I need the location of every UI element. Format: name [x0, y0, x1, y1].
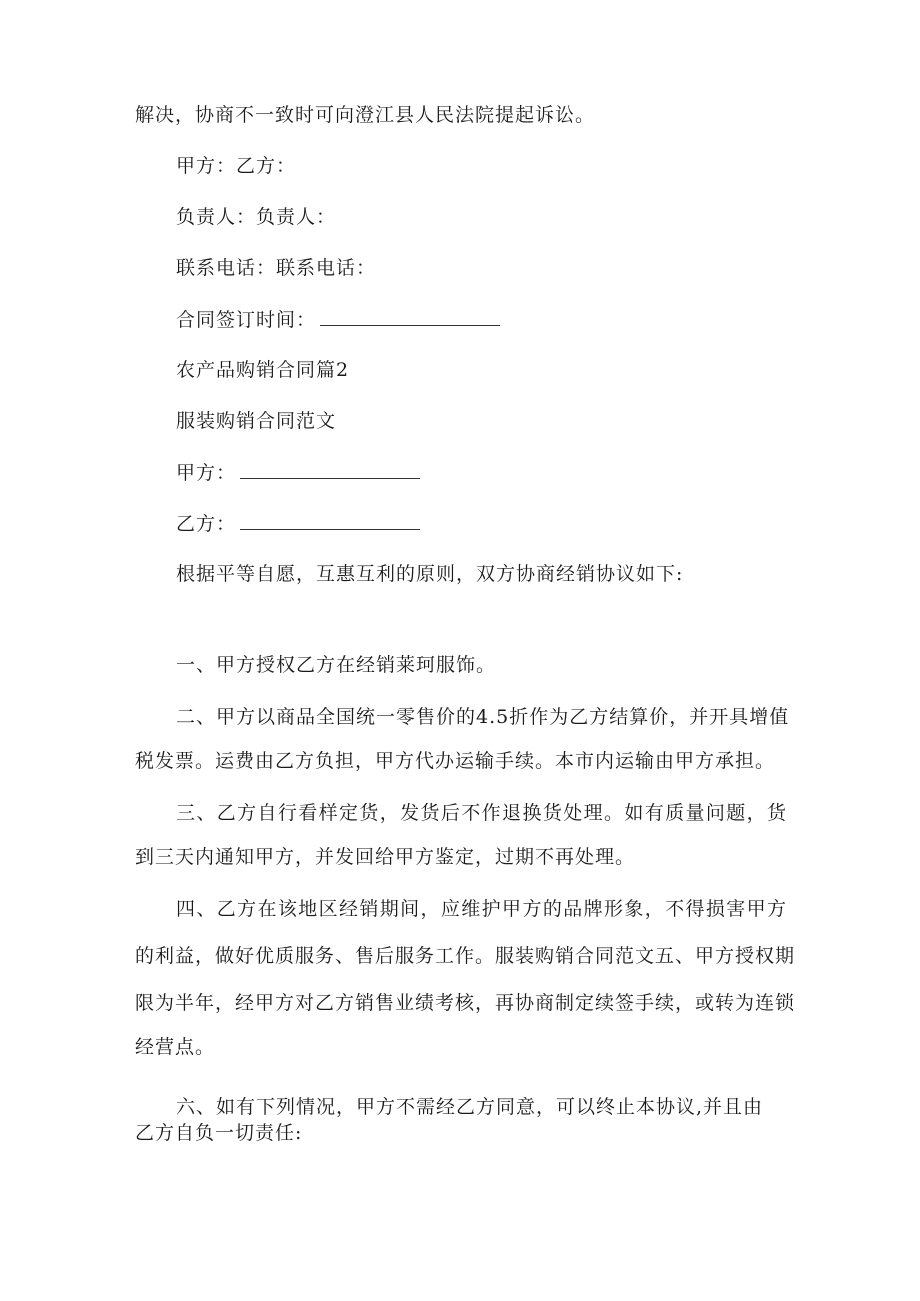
sign-date-label: 合同签订时间：	[176, 309, 317, 331]
clause-3-line-1: 三、乙方自行看样定货，发货后不作退换货处理。如有质量问题，货	[176, 802, 787, 824]
clause-3-line-2: 到三天内通知甲方，并发回给甲方鉴定，过期不再处理。	[135, 846, 636, 868]
sign-date-blank	[320, 307, 500, 326]
party-b-line	[176, 511, 420, 536]
party-a-line	[176, 460, 420, 485]
clause-4-line-3: 限为半年，经甲方对乙方销售业绩考核，再协商制定续签手续，或转为连锁	[135, 992, 796, 1014]
sign-date-line	[176, 307, 500, 332]
clause-2-line-2: 税发票。运费由乙方负担，甲方代办运输手续。本市内运输由甲方承担。	[135, 750, 776, 772]
clause-1: 一、甲方授权乙方在经销莱珂服饰。	[176, 654, 497, 676]
clause-6-line-2: 乙方自负一切责任:	[135, 1122, 303, 1144]
clause-4-line-1: 四、乙方在该地区经销期间，应维护甲方的品牌形象，不得损害甲方	[176, 898, 787, 920]
contact-phone-line: 联系电话：联系电话：	[176, 257, 377, 279]
document-title: 服装购销合同范文	[176, 410, 337, 432]
responsible-person-line: 负责人：负责人：	[176, 206, 337, 228]
preamble-line: 根据平等自愿，互惠互利的原则，双方协商经销协议如下:	[176, 563, 684, 585]
section-heading: 农产品购销合同篇2	[176, 359, 350, 381]
party-a-blank	[240, 460, 420, 479]
clause-4-line-4: 经营点。	[135, 1036, 216, 1058]
party-b-blank	[240, 511, 420, 530]
clause-6-line-1: 六、如有下列情况，甲方不需经乙方同意，可以终止本协议,并且由	[176, 1096, 764, 1118]
party-line: 甲方：乙方：	[176, 155, 297, 177]
party-a-label: 甲方：	[176, 462, 237, 484]
paragraph-line: 解决，协商不一致时可向澄江县人民法院提起诉讼。	[135, 104, 596, 126]
clause-4-line-2: 的利益，做好优质服务、售后服务工作。服装购销合同范文五、甲方授权期	[135, 945, 796, 967]
clause-2-line-1: 二、甲方以商品全国统一零售价的4.5折作为乙方结算价，并开具增值	[176, 706, 790, 728]
party-b-label: 乙方：	[176, 513, 237, 535]
